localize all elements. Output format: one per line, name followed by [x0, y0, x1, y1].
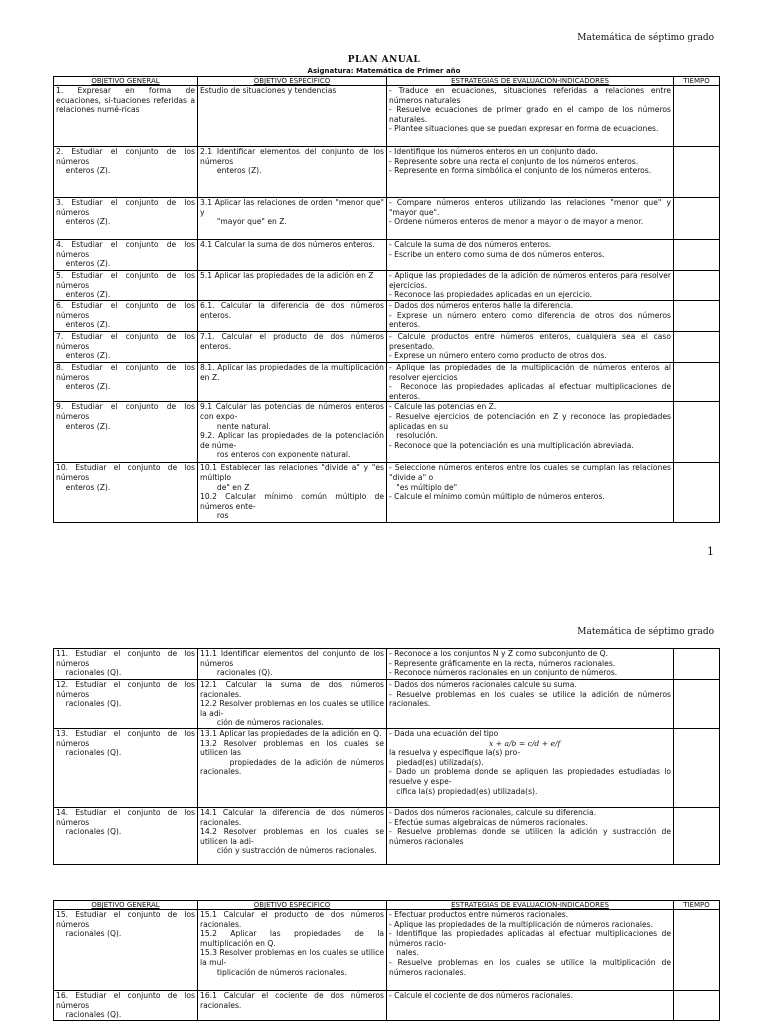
cell-text: 14.2 Resolver problemas en los cuales se utilicen la adi-	[200, 827, 387, 846]
cell-general	[54, 649, 198, 680]
cell-text: - Calcule el cociente de dos números racionales.	[389, 991, 573, 1000]
table-row	[54, 301, 720, 332]
cell-text: - Reconoce las propiedades aplicadas al efectuar multiplicaciones de enteros.	[389, 382, 674, 401]
cell-tiempo	[674, 363, 720, 402]
cell-text: - Traduce en ecuaciones, situaciones referidas a relaciones entre números naturales	[389, 86, 674, 105]
cell-text: 3. Estudiar el conjunto de los números	[56, 198, 198, 217]
cell-text: nales.	[389, 948, 419, 958]
cell-text: 10.2 Calcular mínimo común múltiplo de números ente-	[200, 492, 387, 511]
table-header-row	[54, 901, 720, 910]
cell-text: - Dada una ecuación del tipo	[389, 729, 499, 738]
cell-text: 2.1 Identificar elementos del conjunto de los números	[200, 147, 387, 166]
cell-especifico	[198, 649, 387, 680]
cell-text: - Reconoce a los conjuntos N y Z como subconjunto de Q.	[389, 649, 609, 658]
cell-text: - Dados dos números enteros halle la diferencia.	[389, 301, 574, 310]
cell-text: enteros (Z).	[56, 217, 111, 227]
cell-text: - Represente sobre una recta el conjunto de los números enteros.	[389, 156, 639, 166]
cell-tiempo	[674, 147, 720, 198]
cell-general	[54, 332, 198, 363]
cell-text: 11. Estudiar el conjunto de los números	[56, 649, 198, 668]
cell-text: cifica la(s) propiedad(es) utilizada(s).	[389, 786, 538, 796]
cell-general	[54, 808, 198, 865]
cell-text: "es múltiplo de"	[389, 482, 458, 492]
table-row	[54, 332, 720, 363]
cell-text: 4.1 Calcular la suma de dos números enteros.	[200, 240, 375, 249]
cell-text: - Represente en forma simbólica el conjunto de los números enteros.	[389, 166, 652, 176]
cell-estrategias	[387, 991, 674, 1021]
col-header-general: OBJETIVO GENERAL	[54, 901, 198, 910]
cell-text: enteros (Z).	[56, 259, 111, 269]
cell-general	[54, 729, 198, 808]
page-header: Matemática de séptimo grado	[577, 627, 714, 637]
cell-text: 11.1 Identificar elementos del conjunto de los números	[200, 649, 387, 668]
cell-general	[54, 680, 198, 729]
cell-text: 13. Estudiar el conjunto de los números	[56, 729, 198, 748]
col-header-especifico: OBJETIVO ESPECÍFICO	[198, 77, 387, 86]
cell-tiempo	[674, 680, 720, 729]
cell-general	[54, 363, 198, 402]
cell-text: - Compare números enteros utilizando las relaciones "menor que" y "mayor que".	[389, 198, 676, 217]
col-header-tiempo: TIEMPO	[674, 901, 720, 910]
cell-text: ción de números racionales.	[200, 718, 324, 728]
cell-estrategias	[387, 198, 674, 240]
cell-text: enteros (Z).	[56, 482, 111, 492]
cell-general	[54, 402, 198, 463]
cell-especifico	[198, 198, 387, 240]
cell-text: "mayor que" en Z.	[200, 217, 287, 227]
cell-estrategias	[387, 463, 674, 523]
cell-text: - Calcule las potencias en Z.	[389, 402, 497, 412]
cell-text: de" en Z	[200, 482, 250, 492]
cell-text: ros enteros con exponente natural.	[200, 450, 351, 460]
col-header-general: OBJETIVO GENERAL	[54, 77, 198, 86]
table-row	[54, 649, 720, 680]
cell-text: 14. Estudiar el conjunto de los números	[56, 808, 198, 827]
cell-text: - Efectúe sumas algebraicas de números racionales.	[389, 817, 588, 827]
cell-text: - Resuelve problemas donde se utilicen la adición y sustracción de números racionales	[389, 827, 674, 846]
cell-estrategias	[387, 910, 674, 991]
cell-text: - Dados dos números racionales, calcule su diferencia.	[389, 808, 597, 817]
col-header-especifico: OBJETIVO ESPECÍFICO	[198, 901, 387, 910]
cell-tiempo	[674, 240, 720, 271]
cell-text: enteros (Z).	[56, 320, 111, 330]
cell-text: la resuelva y especifique la(s) pro-	[389, 748, 521, 758]
cell-text: Estudio de situaciones y tendencias	[200, 86, 337, 95]
cell-estrategias	[387, 808, 674, 865]
cell-text: 10.1 Establecer las relaciones "divide a" y "es múltiplo	[200, 463, 387, 482]
cell-especifico	[198, 271, 387, 301]
cell-estrategias	[387, 332, 674, 363]
cell-text: - Calcule la suma de dos números enteros.	[389, 240, 552, 249]
cell-especifico	[198, 808, 387, 865]
cell-especifico	[198, 240, 387, 271]
cell-text: enteros (Z).	[56, 351, 111, 361]
col-header-tiempo: TIEMPO	[674, 77, 720, 86]
cell-general	[54, 147, 198, 198]
cell-text: - Efectuar productos entre números racionales.	[389, 910, 569, 919]
cell-text: - Aplique las propiedades de la adición de números enteros para resolver ejercicios.	[389, 271, 674, 290]
cell-text: racionales (Q).	[56, 929, 122, 939]
cell-text: - Dado un problema donde se apliquen las propiedades estudiadas lo resuelve y espe-	[389, 767, 674, 786]
cell-estrategias	[387, 680, 674, 729]
cell-especifico	[198, 86, 387, 147]
cell-estrategias	[387, 301, 674, 332]
cell-text: 5. Estudiar el conjunto de los números	[56, 271, 198, 290]
cell-text: 15.3 Resolver problemas en los cuales se utilice la mul-	[200, 948, 387, 967]
cell-tiempo	[674, 271, 720, 301]
cell-estrategias	[387, 729, 674, 808]
cell-text: resolución.	[389, 431, 438, 441]
cell-text: - Plantee situaciones que se puedan expresar en forma de ecuaciones.	[389, 124, 659, 134]
cell-text: - Escribe un entero como suma de dos números enteros.	[389, 249, 605, 259]
cell-text: 14.1 Calcular la diferencia de dos números racionales.	[200, 808, 387, 827]
cell-especifico	[198, 332, 387, 363]
cell-text: 15.2 Aplicar las propiedades de la multiplicación en Q.	[200, 929, 387, 948]
cell-tiempo	[674, 332, 720, 363]
equation-formula: x + a/b = c/d + e/f	[489, 738, 561, 748]
cell-text: 12.2 Resolver problemas en los cuales se utilice la adi-	[200, 699, 387, 718]
cell-text: 7.1. Calcular el producto de dos números enteros.	[200, 332, 387, 351]
page-header: Matemática de séptimo grado	[577, 33, 714, 43]
cell-especifico	[198, 910, 387, 991]
cell-tiempo	[674, 198, 720, 240]
cell-text: racionales (Q).	[56, 699, 122, 709]
cell-text: enteros (Z).	[56, 290, 111, 300]
cell-text: ros	[200, 511, 229, 521]
cell-text: 15.1 Calcular el producto de dos números racionales.	[200, 910, 387, 929]
cell-text: - Seleccione números enteros entre los cuales se cumplan las relaciones "divide a" o	[389, 463, 674, 482]
cell-estrategias	[387, 649, 674, 680]
cell-text: ción y sustracción de números racionales.	[200, 846, 377, 856]
table-header-row	[54, 77, 720, 86]
cell-text: enteros (Z).	[56, 166, 111, 176]
cell-especifico	[198, 680, 387, 729]
plan-table-1	[53, 76, 720, 523]
table-row	[54, 147, 720, 198]
cell-text: - Aplique las propiedades de la multiplicación de números enteros al resolver ejercicios	[389, 363, 674, 382]
cell-general	[54, 240, 198, 271]
col-header-estrategias: ESTRATEGIAS DE EVALUACIÓN-INDICADORES	[387, 77, 674, 86]
cell-text: - Identifique los números enteros en un conjunto dado.	[389, 147, 598, 156]
cell-especifico	[198, 463, 387, 523]
cell-estrategias	[387, 271, 674, 301]
col-header-estrategias: ESTRATEGIAS DE EVALUACIÓN-INDICADORES	[387, 901, 674, 910]
cell-text: - Exprese un número entero como producto de otros dos.	[389, 351, 607, 361]
cell-text: 12. Estudiar el conjunto de los números	[56, 680, 198, 699]
cell-estrategias	[387, 86, 674, 147]
cell-text: 8.1. Aplicar las propiedades de la multiplicación en Z.	[200, 363, 387, 382]
cell-text: 6. Estudiar el conjunto de los números	[56, 301, 198, 320]
cell-text: 13.2 Resolver problemas en los cuales se utilicen las	[200, 738, 387, 758]
cell-text: nente natural.	[200, 421, 271, 431]
cell-text: 10. Estudiar el conjunto de los números	[56, 463, 198, 482]
cell-especifico	[198, 402, 387, 463]
cell-text: 3.1 Aplicar las relaciones de orden "menor que" y	[200, 198, 387, 217]
cell-text: - Reconoce números racionales en un conjunto de números.	[389, 668, 618, 678]
cell-text: enteros (Z).	[56, 382, 111, 392]
cell-text: 13.1 Aplicar las propiedades de la adición en Q.	[200, 729, 382, 738]
cell-estrategias	[387, 147, 674, 198]
cell-text: - Calcule el mínimo común múltiplo de números enteros.	[389, 492, 605, 502]
cell-text: enteros (Z).	[56, 421, 111, 431]
table-row	[54, 463, 720, 523]
cell-especifico	[198, 147, 387, 198]
cell-text: - Ordene números enteros de menor a mayor o de mayor a menor.	[389, 217, 644, 227]
plan-table-3	[53, 900, 720, 1021]
cell-text: 16.1 Calcular el cociente de dos números racionales.	[200, 991, 387, 1010]
cell-text: 5.1 Aplicar las propiedades de la adición en Z	[200, 271, 374, 280]
table-row	[54, 240, 720, 271]
cell-text: 2. Estudiar el conjunto de los números	[56, 147, 198, 166]
cell-text: propiedades de la adición de números racionales.	[200, 757, 387, 777]
cell-text: 9.1 Calcular las potencias de números enteros con expo-	[200, 402, 387, 421]
cell-text: racionales (Q).	[56, 668, 122, 678]
cell-text: racionales (Q).	[56, 827, 122, 837]
cell-especifico	[198, 729, 387, 808]
cell-text: - Aplique las propiedades de la multiplicación de números racionales.	[389, 919, 654, 929]
cell-text: tiplicación de números racionales.	[200, 967, 347, 977]
cell-general	[54, 910, 198, 991]
table-row	[54, 271, 720, 301]
table-row	[54, 808, 720, 865]
cell-text: 16. Estudiar el conjunto de los números	[56, 991, 198, 1010]
cell-text: 9. Estudiar el conjunto de los números	[56, 402, 198, 421]
table-body	[54, 86, 720, 523]
cell-text: racionales (Q).	[56, 1010, 122, 1020]
cell-text: - Represente gráficamente en la recta, números racionales.	[389, 658, 616, 668]
table-body	[54, 649, 720, 865]
cell-text: - Resuelve ejercicios de potenciación en Z y reconoce las propiedades aplicadas en su	[389, 411, 674, 431]
cell-general	[54, 301, 198, 332]
plan-table-2	[53, 648, 720, 865]
table-row	[54, 402, 720, 463]
cell-tiempo	[674, 463, 720, 523]
document-subtitle: Asignatura: Matemática de Primer año	[307, 67, 461, 75]
cell-general	[54, 198, 198, 240]
cell-tiempo	[674, 991, 720, 1021]
cell-text: 6.1. Calcular la diferencia de dos números enteros.	[200, 301, 387, 320]
cell-text: 15. Estudiar el conjunto de los números	[56, 910, 198, 929]
cell-tiempo	[674, 649, 720, 680]
table-row	[54, 86, 720, 147]
cell-general	[54, 86, 198, 147]
cell-tiempo	[674, 301, 720, 332]
cell-text: 12.1 Calcular la suma de dos números racionales.	[200, 680, 387, 699]
cell-text: - Identifique las propiedades aplicadas al efectuar multiplicaciones de números racio-	[389, 929, 674, 948]
cell-text: 9.2. Aplicar las propiedades de la potenciación de núme-	[200, 431, 387, 450]
cell-text: - Resuelve problemas en los cuales se utilice la adición de números racionales.	[389, 689, 674, 709]
page-number: 1	[707, 545, 714, 558]
cell-estrategias	[387, 363, 674, 402]
cell-tiempo	[674, 402, 720, 463]
cell-text: - Calcule productos entre números enteros, cualquiera sea el caso presentado.	[389, 332, 674, 351]
table-row	[54, 680, 720, 729]
cell-estrategias	[387, 240, 674, 271]
cell-tiempo	[674, 910, 720, 991]
cell-text: 8. Estudiar el conjunto de los números	[56, 363, 198, 382]
cell-text: - Dados dos números racionales calcule su suma.	[389, 680, 577, 689]
table-row	[54, 198, 720, 240]
cell-text: - Resuelve problemas en los cuales se utilice la multiplicación de números racionales.	[389, 957, 674, 977]
cell-tiempo	[674, 729, 720, 808]
cell-text: racionales (Q).	[56, 748, 122, 758]
cell-text: piedad(es) utilizada(s).	[389, 757, 484, 767]
cell-general	[54, 271, 198, 301]
table-row	[54, 729, 720, 808]
cell-general	[54, 463, 198, 523]
cell-general	[54, 991, 198, 1021]
table-body	[54, 910, 720, 1021]
cell-text: - Reconoce las propiedades aplicadas en un ejercicio.	[389, 290, 593, 300]
table-row	[54, 910, 720, 991]
cell-text: - Exprese un número entero como diferencia de otros dos números enteros.	[389, 310, 674, 330]
cell-text: 7. Estudiar el conjunto de los números	[56, 332, 198, 351]
cell-estrategias	[387, 402, 674, 463]
document-title: PLAN ANUAL	[347, 55, 421, 65]
cell-especifico	[198, 991, 387, 1021]
cell-text: racionales (Q).	[200, 668, 273, 678]
cell-text: - Resuelve ecuaciones de primer grado en el campo de los números naturales.	[389, 105, 674, 124]
cell-especifico	[198, 301, 387, 332]
table-row	[54, 991, 720, 1021]
cell-text: - Reconoce que la potenciación es una multiplicación abreviada.	[389, 440, 634, 450]
cell-tiempo	[674, 808, 720, 865]
cell-tiempo	[674, 86, 720, 147]
cell-text: enteros (Z).	[200, 166, 262, 176]
cell-text: 1. Expresar en forma de ecuaciones, si-tuaciones referidas a relaciones numé-ricas	[56, 86, 198, 115]
cell-especifico	[198, 363, 387, 402]
table-row	[54, 363, 720, 402]
cell-text: 4. Estudiar el conjunto de los números	[56, 240, 198, 259]
